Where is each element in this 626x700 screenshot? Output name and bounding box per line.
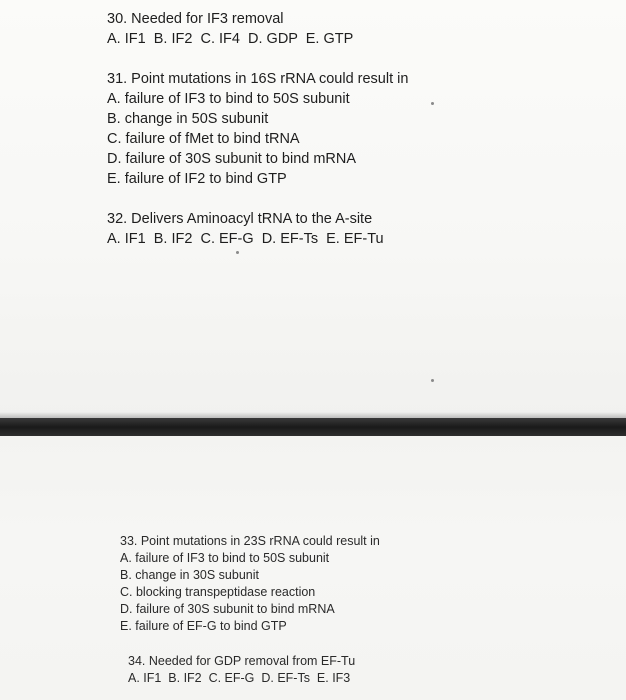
answer-option-d: D. failure of 30S subunit to bind mRNA <box>107 151 357 167</box>
answer-options: A. IF1 B. IF2 C. IF4 D. GDP E. GTP <box>107 31 354 47</box>
question-33 <box>120 533 380 635</box>
answer-options: A. IF1 B. IF2 C. EF-G D. EF-Ts E. IF3 <box>128 671 351 685</box>
question-prompt: 31. Point mutations in 16S rRNA could result in <box>107 71 409 87</box>
question-32 <box>107 209 384 249</box>
question-prompt: 34. Needed for GDP removal from EF-Tu <box>128 654 356 668</box>
page-speck <box>431 379 434 382</box>
answer-option-b: B. change in 50S subunit <box>107 111 269 127</box>
answer-option-e: E. failure of EF-G to bind GTP <box>120 619 287 633</box>
answer-option-a: A. failure of IF3 to bind to 50S subunit <box>107 91 350 107</box>
page-divider-band <box>0 418 626 436</box>
question-34 <box>128 653 355 687</box>
answer-option-e: E. failure of IF2 to bind GTP <box>107 171 287 187</box>
answer-option-d: D. failure of 30S subunit to bind mRNA <box>120 602 335 616</box>
question-prompt: 33. Point mutations in 23S rRNA could result in <box>120 534 380 548</box>
answer-options: A. IF1 B. IF2 C. EF-G D. EF-Ts E. EF-Tu <box>107 231 384 247</box>
page-speck <box>236 251 239 254</box>
answer-option-a: A. failure of IF3 to bind to 50S subunit <box>120 551 330 565</box>
question-prompt: 32. Delivers Aminoacyl tRNA to the A-site <box>107 211 373 227</box>
question-31 <box>107 69 408 189</box>
answer-option-b: B. change in 30S subunit <box>120 568 259 582</box>
answer-option-c: C. blocking transpeptidase reaction <box>120 585 316 599</box>
question-prompt: 30. Needed for IF3 removal <box>107 11 284 27</box>
page-speck <box>431 102 434 105</box>
answer-option-c: C. failure of fMet to bind tRNA <box>107 131 300 147</box>
question-30 <box>107 9 353 49</box>
